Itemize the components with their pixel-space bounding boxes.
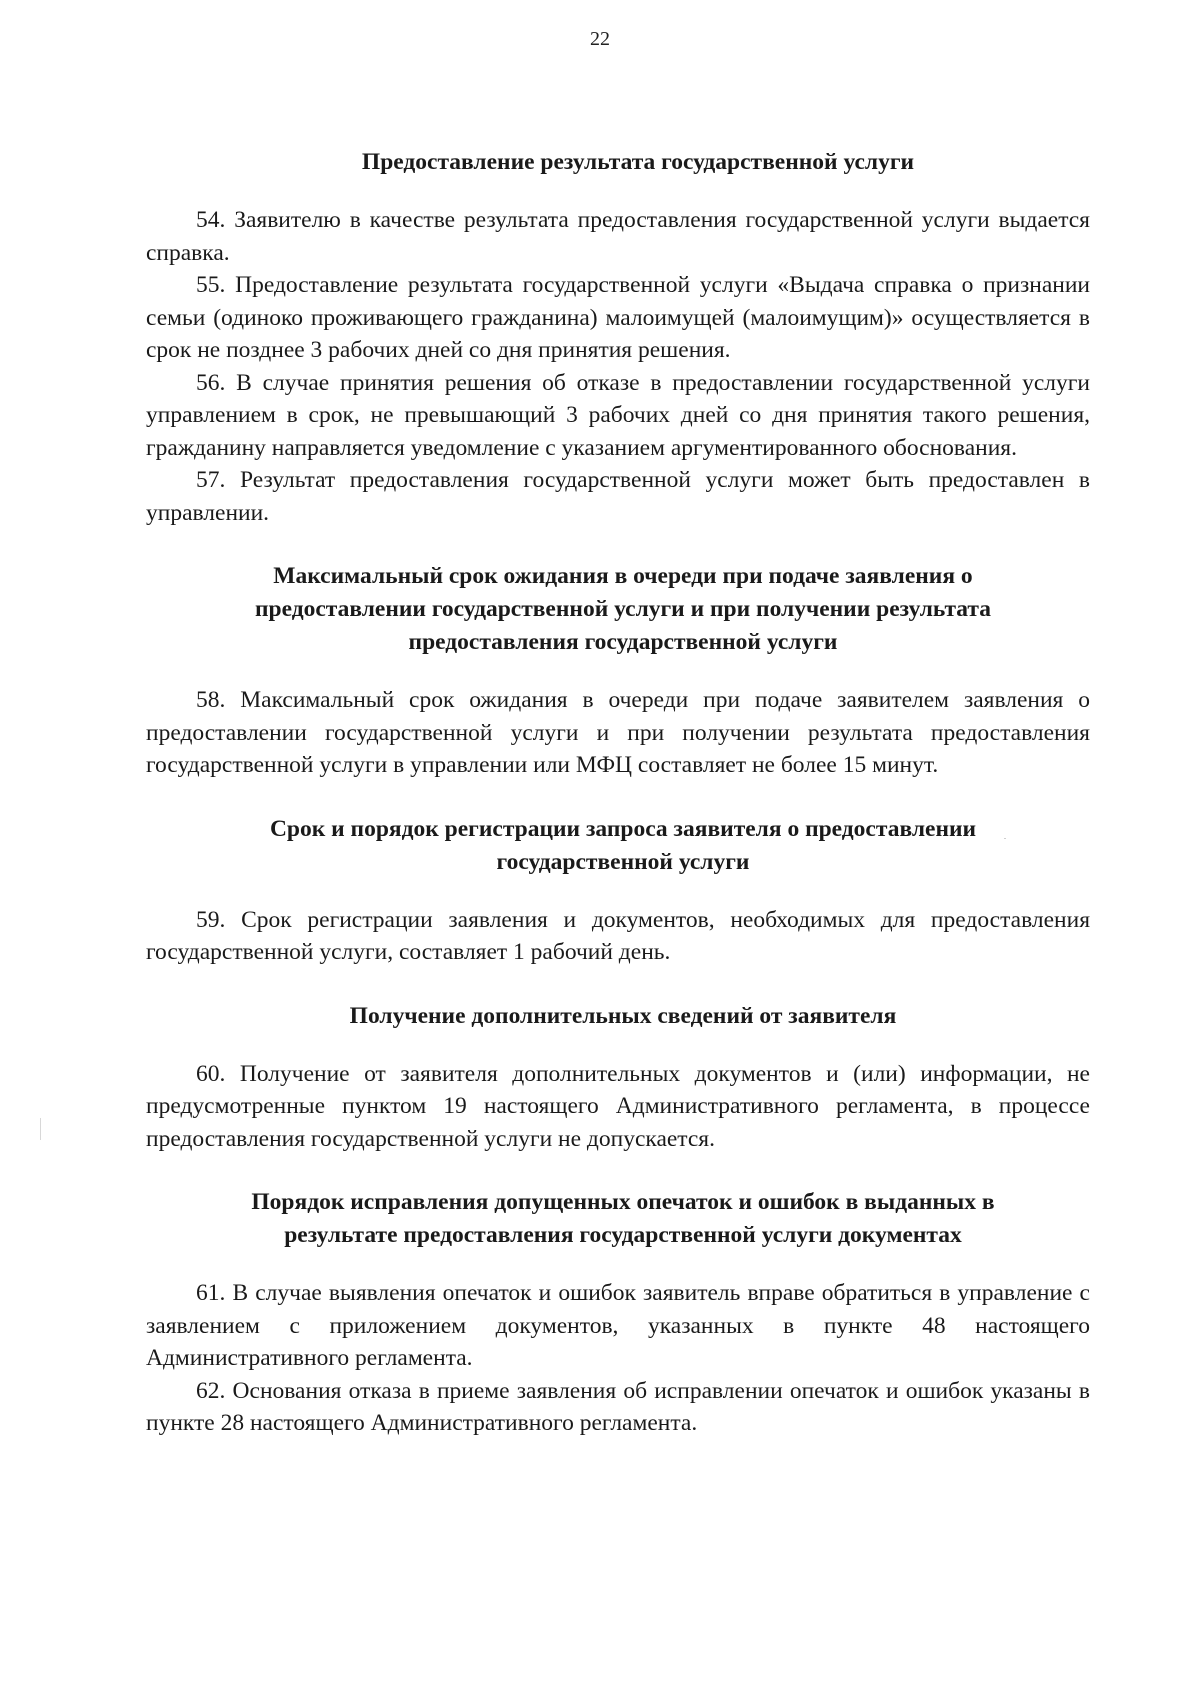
section-result-provision (146, 146, 1090, 529)
paragraph-61: 61. В случае выявления опечаток и ошибок заявитель вправе обратиться в управление с заявлением с приложением документов, указанных в пункте 48 настоящего Административного регламента. (146, 1280, 1090, 1371)
heading-line: результате предоставления государственной услуги документах (284, 1222, 962, 1248)
heading-line: Порядок исправления допущенных опечаток и ошибок в выданных в (251, 1189, 995, 1215)
heading-line: Предоставление результата государственной услуги (361, 149, 915, 175)
section-queue-waiting-time (146, 560, 1090, 782)
page-number: 22 (590, 28, 610, 50)
paragraph-57: 57. Результат предоставления государственной услуги может быть предоставлен в управлении. (146, 467, 1090, 526)
heading-line: Срок и порядок регистрации запроса заявителя о предоставлении (269, 815, 977, 842)
section-request-registration (146, 813, 1090, 969)
section-additional-info (146, 1000, 1090, 1156)
section-error-correction (146, 1186, 1090, 1440)
section-heading (146, 560, 1090, 659)
scan-margin-mark (40, 1118, 41, 1140)
section-heading (146, 146, 1090, 179)
section-heading (146, 813, 1090, 879)
paragraph-58: 58. Максимальный срок ожидания в очереди при подаче заявителем заявления о предоставлении государственной услуги и при получении результата предоставления государственной услуги в управлении или МФЦ составляет не более 15 минут. (146, 687, 1090, 778)
section-heading (146, 1000, 1090, 1033)
document-body (146, 146, 1090, 1440)
heading-line: Получение дополнительных сведений от заявителя (349, 1002, 897, 1029)
paragraph-55: 55. Предоставление результата государственной услуги «Выдача справка о признании семьи (одиноко проживающего гражданина) малоимущей (малоимущим)» осуществляется в срок не позднее 3 рабочих дней со дня принятия решения. (146, 272, 1090, 363)
heading-line: Максимальный срок ожидания в очереди при подаче заявления о (273, 563, 973, 589)
paragraph-54: 54. Заявителю в качестве результата предоставления государственной услуги выдается справка. (146, 207, 1090, 266)
heading-line: предоставления государственной услуги (408, 629, 838, 655)
heading-line: государственной услуги (496, 848, 750, 875)
paragraph-62: 62. Основания отказа в приеме заявления об исправлении опечаток и ошибок указаны в пункте 28 настоящего Административного регламента. (146, 1377, 1090, 1436)
paragraph-60: 60. Получение от заявителя дополнительных документов и (или) информации, не предусмотренные пунктом 19 настоящего Административного регламента, в процессе предоставления государственной услуги не допускается. (146, 1060, 1090, 1152)
paragraph-56: 56. В случае принятия решения об отказе в предоставлении государственной услуги управлением в срок, не превышающий 3 рабочих дней со дня принятия такого решения, гражданину направляется уведомление с указанием аргументированного обоснования. (146, 369, 1090, 461)
heading-line: предоставлении государственной услуги и при получении результата (254, 596, 992, 622)
scan-speck (1004, 838, 1006, 839)
section-heading (146, 1186, 1090, 1252)
paragraph-59: 59. Срок регистрации заявления и документов, необходимых для предоставления государственной услуги, составляет 1 рабочий день. (146, 906, 1090, 965)
